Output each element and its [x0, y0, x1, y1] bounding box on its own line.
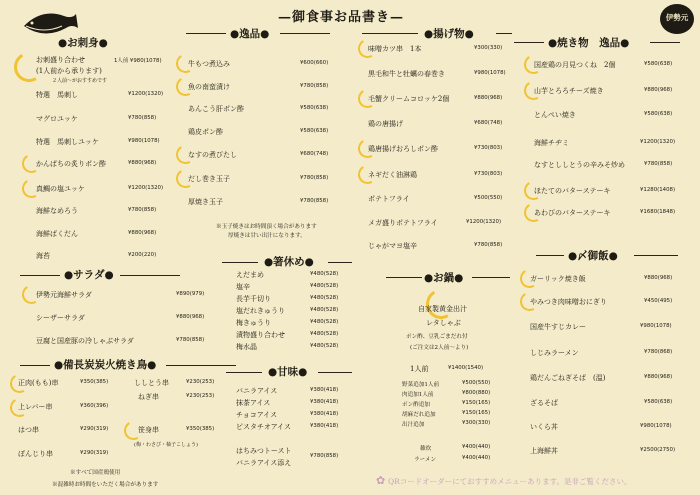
- nabe-serving-price: ¥1400(1540): [448, 365, 484, 371]
- menu-item-name: 鶏だんごねぎそば (温): [530, 374, 606, 382]
- divider: [120, 275, 180, 276]
- menu-item-price: ¥480(528): [310, 271, 339, 277]
- divider: [472, 277, 510, 278]
- divider: [650, 42, 680, 43]
- menu-item-name: なすとししとうの辛みそ炒め: [534, 161, 625, 169]
- menu-item-price: ¥580(638): [300, 105, 329, 111]
- menu-item-name: バニラアイス添え: [236, 459, 292, 467]
- menu-item-name: ガーリック焼き飯: [530, 275, 586, 283]
- menu-item-price: ¥480(528): [310, 295, 339, 301]
- divider: [226, 372, 262, 373]
- divider: [20, 275, 60, 276]
- menu-item-name: 牛もつ煮込み: [188, 60, 230, 68]
- menu-item-name: あわびのバターステーキ: [534, 209, 611, 217]
- menu-item-price: ¥350(385): [80, 379, 109, 385]
- menu-item-name: ぼんじり串: [18, 450, 53, 458]
- menu-item-name: 塩だれきゅうり: [236, 307, 285, 315]
- menu-item-price: ¥480(528): [310, 343, 339, 349]
- menu-item-price: ¥780(858): [474, 242, 503, 248]
- menu-item-price: ¥380(418): [310, 399, 339, 405]
- menu-item-name: ねぎ串: [138, 393, 159, 401]
- menu-item-name: 特選 馬刺し: [36, 91, 78, 99]
- divider: [536, 255, 564, 256]
- menu-item-price: ¥780(858): [644, 161, 673, 167]
- menu-item-name: あんこう肝ポン酢: [188, 105, 244, 113]
- nabe-add-name: ポン酢追加: [402, 402, 430, 408]
- nabe-add-name: 野菜追加1人前: [402, 382, 440, 388]
- nabe-shime-price: ¥400(440): [462, 455, 491, 461]
- menu-item-name: 鶏唐揚げおろしポン酢: [368, 145, 438, 153]
- menu-item-price: ¥480(528): [310, 307, 339, 313]
- menu-item-price: ¥500(550): [474, 195, 503, 201]
- divider: [328, 262, 352, 263]
- menu-item-price: ¥780(868): [644, 349, 673, 355]
- menu-item-name: ピスタチオアイス: [236, 423, 291, 431]
- menu-item-price: ¥580(638): [300, 128, 329, 134]
- nabe-desc: ポン酢、豆乳ごまだれ付: [406, 334, 468, 340]
- section-header-hashiyasume: ●箸休め●: [264, 256, 314, 268]
- menu-item-price: ¥580(638): [644, 61, 673, 67]
- nabe-add-price: ¥150(165): [462, 400, 491, 406]
- menu-item-name: 正肉(もも)串: [18, 379, 59, 387]
- divider: [166, 365, 236, 366]
- menu-item-name: ネギだく油淋鶏: [368, 171, 417, 179]
- section-header-yakitori: ●備長炭炭火焼き鳥●: [54, 359, 157, 371]
- divider: [634, 255, 678, 256]
- menu-item-name: 国産鶏の月見つくね 2個: [534, 61, 616, 69]
- menu-item-name: お刺盛り合わせ: [36, 56, 85, 64]
- menu-item-name: 黒毛和牛と牡蠣の春巻き: [368, 70, 445, 78]
- menu-item-sub-note: ２人前～がおすすめです: [52, 78, 108, 84]
- menu-item-price: ¥230(253): [186, 379, 215, 385]
- menu-item-name: はつ串: [18, 426, 39, 434]
- menu-item-name: えだまめ: [236, 271, 264, 279]
- divider: [514, 42, 544, 43]
- menu-item-price: ¥290(319): [80, 426, 109, 432]
- nabe-shime-name: ラーメン: [414, 457, 437, 463]
- divider: [280, 33, 330, 34]
- menu-item-name: 抹茶アイス: [236, 399, 271, 407]
- menu-item-price: ¥1200(1320): [640, 139, 676, 145]
- menu-item-name: 海苔: [36, 252, 50, 260]
- note: ※混雑時お時間をいただく場合があります: [52, 482, 159, 488]
- menu-item-price: ¥360(396): [80, 403, 109, 409]
- menu-item-name: 伊勢元海鮮サラダ: [36, 291, 92, 299]
- menu-item-sub-note: (梅・わさび・柚子こしょう): [134, 442, 198, 448]
- menu-item-name: 味噌カツ串 1本: [368, 45, 422, 53]
- menu-item-price: ¥980(1078): [640, 423, 672, 429]
- section-header-yakimono: ●焼き物 逸品●: [548, 37, 630, 49]
- menu-item-price: ¥380(418): [310, 387, 339, 393]
- menu-item-price: ¥980(1078): [474, 70, 506, 76]
- menu-item-name: 笹身串: [138, 426, 159, 434]
- section-header-kanmi: ●甘味●: [268, 366, 308, 378]
- menu-item-price: ¥1200(1320): [466, 219, 502, 225]
- nabe-add-price: ¥500(550): [462, 380, 491, 386]
- menu-item-price: ¥350(385): [186, 426, 215, 432]
- nabe-add-price: ¥150(165): [462, 410, 491, 416]
- menu-item-price: ¥1200(1320): [128, 91, 164, 97]
- menu-item-price: ¥680(748): [474, 120, 503, 126]
- menu-item-price: 1人前 ¥980(1078): [114, 58, 162, 64]
- menu-item-price: ¥880(968): [644, 374, 673, 380]
- nabe-add-name: 肉追加1人前: [402, 392, 434, 398]
- section-header-salad: ●サラダ●: [64, 269, 114, 281]
- menu-item-price: ¥1280(1408): [640, 187, 676, 193]
- menu-item-name: しじみラーメン: [530, 349, 579, 357]
- menu-item-name: 長芋千切り: [236, 295, 271, 303]
- menu-item-name: 塩辛: [236, 283, 250, 291]
- menu-item-price: ¥880(968): [128, 160, 157, 166]
- menu-item-name: 梅水晶: [236, 343, 257, 351]
- menu-item-price: ¥780(858): [128, 207, 157, 213]
- nabe-serving: 1人前: [410, 365, 429, 373]
- menu-item-price: ¥880(968): [176, 314, 205, 320]
- section-header-nabe: ●お鍋●: [424, 272, 464, 284]
- menu-item-price: ¥480(528): [310, 331, 339, 337]
- nabe-add-name: 出汁追加: [402, 422, 425, 428]
- menu-item-price: ¥890(979): [176, 291, 205, 297]
- menu-item-name: 漬物盛り合わせ: [236, 331, 285, 339]
- menu-item-price: ¥230(253): [186, 393, 215, 399]
- divider: [20, 365, 50, 366]
- menu-item-price: ¥980(1078): [640, 323, 672, 329]
- menu-item-price: ¥580(638): [644, 111, 673, 117]
- menu-item-price: ¥300(330): [474, 45, 503, 51]
- menu-item-name: 厚焼き玉子: [188, 198, 223, 206]
- menu-item-name: ざるそば: [530, 399, 558, 407]
- nabe-shime-name: 雑炊: [420, 446, 432, 452]
- menu-item-price: ¥730(803): [474, 145, 503, 151]
- menu-item-name: チョコアイス: [236, 411, 278, 419]
- divider: [222, 262, 258, 263]
- menu-item-price: ¥880(968): [474, 95, 503, 101]
- menu-item-name: はちみつトースト: [236, 447, 292, 455]
- divider: [318, 372, 352, 373]
- menu-item-name: バニラアイス: [236, 387, 278, 395]
- menu-item-name: じゃがマヨ塩辛: [368, 242, 417, 250]
- menu-item-price: ¥2500(2750): [640, 447, 676, 453]
- section-header-shime: ●〆御飯●: [568, 250, 618, 262]
- brand-name: 伊勢元: [665, 13, 689, 22]
- menu-item-price: ¥600(660): [300, 60, 329, 66]
- menu-item-name: マグロユッケ: [36, 115, 78, 123]
- menu-item-name: 豆腐と国産豚の冷しゃぶサラダ: [36, 337, 134, 345]
- menu-item-price: ¥1200(1320): [128, 185, 164, 191]
- menu-item-price: ¥450(495): [644, 298, 673, 304]
- menu-item-name: だし巻き玉子: [188, 175, 230, 183]
- nabe-add-price: ¥800(880): [462, 390, 491, 396]
- menu-item-price: ¥380(418): [310, 423, 339, 429]
- menu-item-price: ¥780(858): [176, 337, 205, 343]
- menu-item-price: ¥580(638): [644, 399, 673, 405]
- note: ※玉子焼きはお時間頂く場合があります: [216, 224, 317, 230]
- menu-item-name: かんぱちの炙りポン酢: [36, 160, 106, 168]
- page-title: —御食事お品書き—: [278, 10, 405, 25]
- divider: [386, 277, 422, 278]
- menu-item-price: ¥680(748): [300, 151, 329, 157]
- menu-item-price: ¥380(418): [310, 411, 339, 417]
- section-header-sanpin: ●逸品●: [230, 28, 270, 40]
- menu-item-name: 海鮮チヂミ: [534, 139, 569, 147]
- menu-item-price: ¥780(858): [128, 115, 157, 121]
- menu-item-price: ¥1680(1848): [640, 209, 676, 215]
- nabe-feature: レタしゃぶ: [426, 319, 461, 327]
- menu-item-name: 上海鮮丼: [530, 447, 558, 455]
- menu-item-price: ¥480(528): [310, 283, 339, 289]
- menu-item-name: いくら丼: [530, 423, 558, 431]
- menu-item-price: ¥780(858): [300, 198, 329, 204]
- menu-item-name: とんぺい焼き: [534, 111, 576, 119]
- nabe-shime-price: ¥400(440): [462, 444, 491, 450]
- menu-item-name: 上レバー串: [18, 403, 53, 411]
- menu-item-price: ¥880(968): [128, 230, 157, 236]
- menu-item-price: ¥880(968): [644, 275, 673, 281]
- menu-item-name: 特選 馬刺しユッケ: [36, 138, 99, 146]
- nabe-add-name: 胡麻だれ追加: [402, 412, 436, 418]
- note: 厚焼きは甘い出汁になります。: [228, 233, 306, 239]
- menu-item-price: ¥780(858): [300, 83, 329, 89]
- divider: [362, 33, 418, 34]
- nabe-desc: (ご注文は2人前～より): [410, 345, 469, 351]
- menu-item-price: ¥290(319): [80, 450, 109, 456]
- menu-item-price: ¥780(858): [300, 175, 329, 181]
- menu-item-price: ¥730(803): [474, 171, 503, 177]
- menu-item-price: ¥780(858): [310, 453, 339, 459]
- menu-item-name: ほたてのバターステーキ: [534, 187, 611, 195]
- menu-item-name: 魚の南蛮漬け: [188, 83, 230, 91]
- menu-item-name: 海鮮ばくだん: [36, 230, 78, 238]
- menu-item-name: 毛蟹クリームコロッケ2個: [368, 95, 450, 103]
- menu-item-name: 国産牛すじカレー: [530, 323, 586, 331]
- menu-item-name: 梅きゅうり: [236, 319, 271, 327]
- section-header-agemono: ●揚げ物●: [424, 28, 474, 40]
- menu-item-sub: (1人前から承ります): [36, 67, 102, 75]
- menu-item-name: 海鮮なめろう: [36, 207, 78, 215]
- nabe-feature: 自家製黄金出汁: [418, 305, 467, 313]
- menu-item-name: 鶏皮ポン酢: [188, 128, 223, 136]
- menu-item-name: やみつき肉味噌おにぎり: [530, 298, 607, 306]
- note: ※すべて国産鶏使用: [70, 470, 121, 476]
- qr-flower-icon: ✿: [376, 474, 386, 487]
- footer-note: QRコードオーダーにておすすめメニューあります。是非ご覧ください。: [388, 477, 632, 486]
- menu-item-name: 山芋とろろチーズ焼き: [534, 87, 604, 95]
- menu-item-name: ししとう串: [134, 379, 169, 387]
- divider: [496, 33, 512, 34]
- menu-item-price: ¥880(968): [644, 87, 673, 93]
- menu-item-name: ポテトフライ: [368, 195, 410, 203]
- menu-item-name: 鶏の唐揚げ: [368, 120, 403, 128]
- menu-item-name: 真鯛の塩ユッケ: [36, 185, 85, 193]
- menu-item-name: シーザーサラダ: [36, 314, 85, 322]
- menu-item-name: メガ盛りポテトフライ: [368, 219, 438, 227]
- menu-item-price: ¥480(528): [310, 319, 339, 325]
- nabe-add-price: ¥300(330): [462, 420, 491, 426]
- menu-item-name: なすの煮びたし: [188, 151, 237, 159]
- divider: [186, 33, 226, 34]
- menu-item-price: ¥200(220): [128, 252, 157, 258]
- section-header-sashimi: ●お刺身●: [58, 37, 108, 49]
- menu-item-price: ¥980(1078): [128, 138, 160, 144]
